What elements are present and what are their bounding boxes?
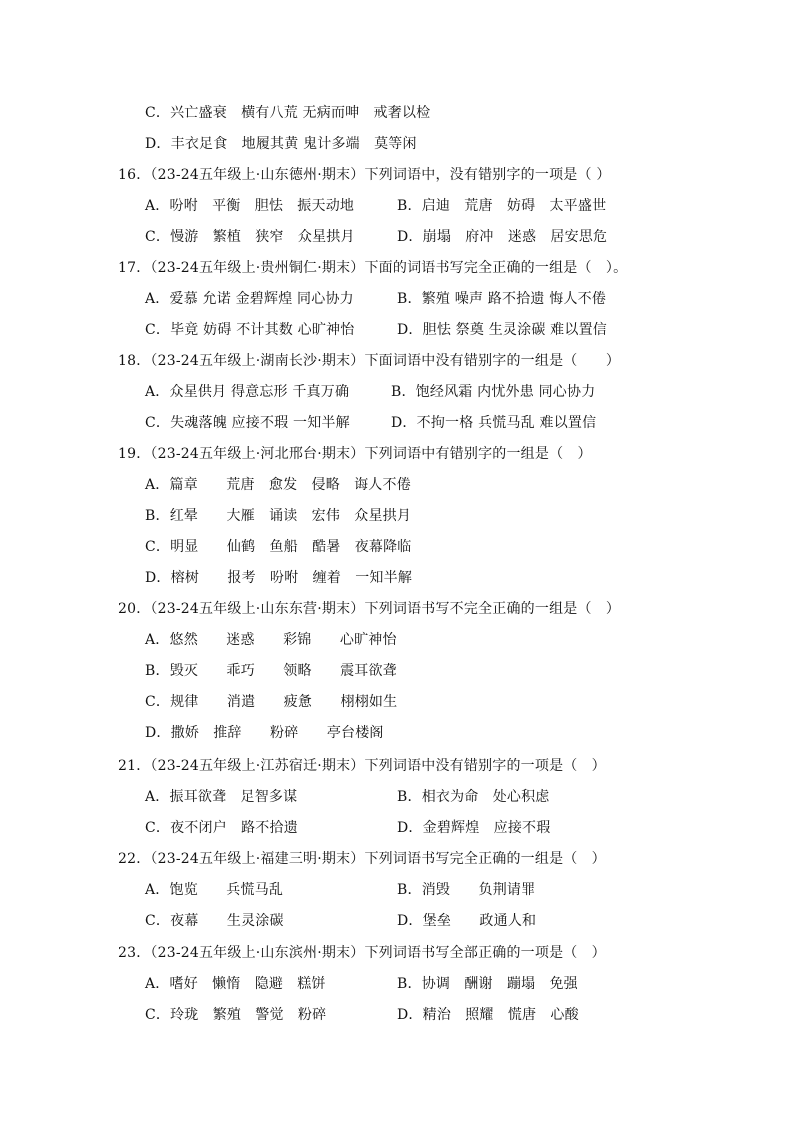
option-16-a: A．吩咐 平衡 胆怯 振天动地 [145,198,355,214]
option-23-c: C．玲珑 繁殖 警觉 粉碎 [145,1007,327,1023]
option-17-c: C．毕竟 妨碍 不计其数 心旷神怡 [145,322,355,338]
option-22-a: A．饱览 兵慌马乱 [145,882,284,898]
option-23-d: D．精治 照耀 慌唐 心酸 [397,1007,579,1023]
option-21-b: B．相衣为命 处心积虑 [397,789,550,805]
question-17-stem: 17．（23-24五年级上·贵州铜仁·期末）下面的词语书写完全正确的一组是（ ）。 [118,260,628,276]
option-21-c: C．夜不闭户 路不拾遗 [145,820,298,836]
option-18-a: A．众星供月 得意忘形 千真万确 [145,384,350,400]
question-19-stem: 19．（23-24五年级上·河北邢台·期末）下列词语中有错别字的一组是（ ） [118,446,592,462]
option-17-a: A．爱慕 允诺 金碧辉煌 同心协力 [145,291,354,307]
option-22-d: D．堡垒 政通人和 [397,913,537,929]
option-16-d: D．崩塌 府冲 迷惑 居安思危 [397,229,608,245]
option-18-d: D．不拘一格 兵慌马乱 难以置信 [391,415,597,431]
option-20-a: A．悠然 迷惑 彩锦 心旷神怡 [145,632,397,648]
question-18-stem: 18．（23-24五年级上·湖南长沙·期末）下面词语中没有错别字的一组是（ ） [118,353,621,369]
question-20-stem: 20．（23-24五年级上·山东东营·期末）下列词语书写不完全正确的一组是（ ） [118,601,621,617]
option-15-c: C．兴亡盛衰 横有八荒 无病而呻 戒奢以检 [145,105,431,121]
option-15-d: D．丰衣足食 地履其黄 鬼计多端 莫等闲 [145,136,417,152]
question-16-stem: 16．（23-24五年级上·山东德州·期末）下列词语中，没有错别字的一项是（ ） [118,167,611,183]
option-17-d: D．胆怯 祭奠 生灵涂碳 难以置信 [397,322,607,338]
question-22-stem: 22．（23-24五年级上·福建三明·期末）下列词语书写完全正确的一组是（ ） [118,851,606,867]
option-21-d: D．金碧辉煌 应接不瑕 [397,820,551,836]
option-23-a: A．嗜好 懒惰 隐避 糕饼 [145,976,326,992]
option-19-a: A．篇章 荒唐 愈发 侵略 诲人不倦 [145,477,411,493]
option-20-d: D．撒娇 推辞 粉碎 亭台楼阁 [145,725,384,741]
option-18-b: B．饱经风霜 内忧外患 同心协力 [391,384,596,400]
option-16-c: C．慢游 繁植 狭窄 众星拱月 [145,229,355,245]
question-23-stem: 23．（23-24五年级上·山东滨州·期末）下列词语书写全部正确的一项是（ ） [118,945,606,961]
option-22-b: B．消毁 负荆请罪 [397,882,536,898]
option-17-b: B．繁殖 噪声 路不拾遗 悔人不倦 [397,291,607,307]
option-22-c: C．夜幕 生灵涂碳 [145,913,284,929]
option-19-c: C．明显 仙鹤 鱼船 酷暑 夜幕降临 [145,539,412,555]
option-16-b: B．启迪 荒唐 妨碍 太平盛世 [397,198,607,214]
option-18-c: C．失魂落魄 应接不瑕 一知半解 [145,415,350,431]
option-19-d: D．榕树 报考 吩咐 缠着 一知半解 [145,570,413,586]
question-21-stem: 21．（23-24五年级上·江苏宿迁·期末）下列词语中没有错别字的一项是（ ） [118,758,606,774]
option-20-b: B．毁灭 乖巧 领略 震耳欲聋 [145,663,397,679]
option-23-b: B．协调 酬谢 蹦塌 免强 [397,976,578,992]
option-21-a: A．振耳欲聋 足智多谋 [145,789,298,805]
option-19-b: B．红晕 大雁 诵读 宏伟 众星拱月 [145,508,412,524]
option-20-c: C．规律 消遣 疲惫 栩栩如生 [145,694,398,710]
